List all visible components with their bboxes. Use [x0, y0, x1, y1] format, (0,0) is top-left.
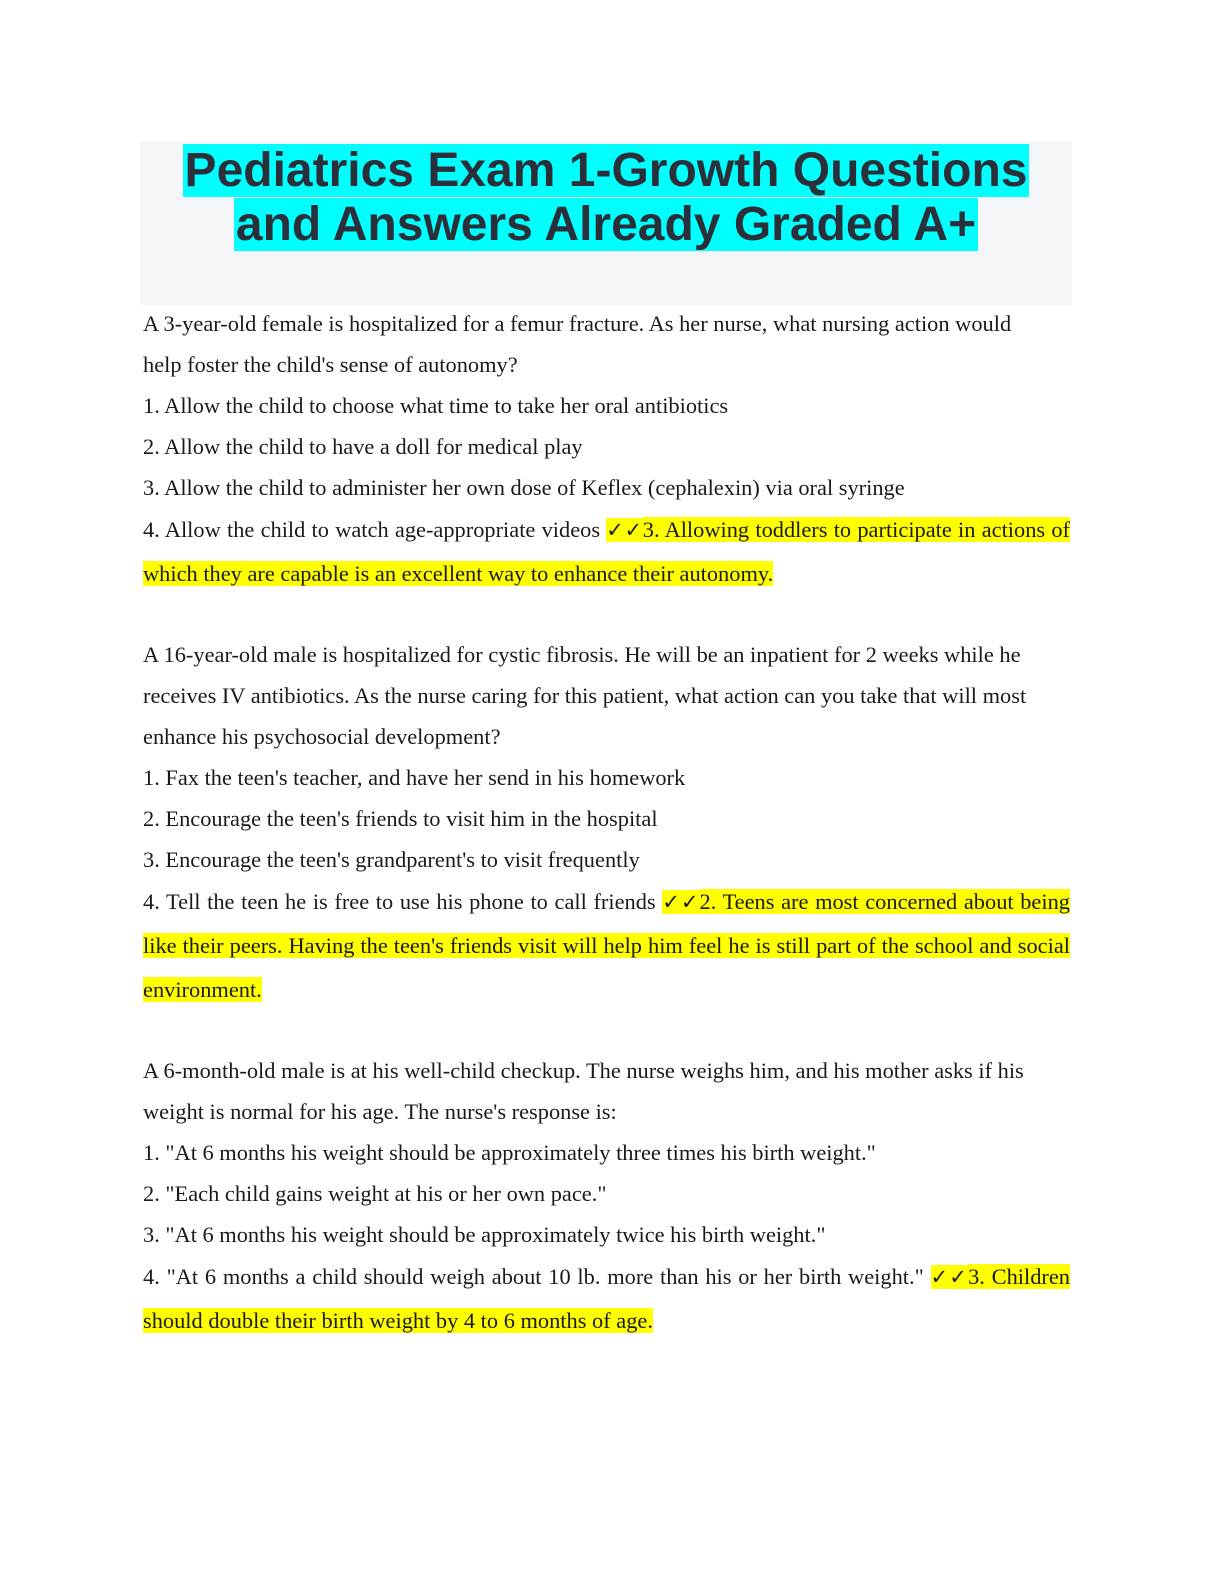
answer-option: 4. Tell the teen he is free to use his phone to call friends	[143, 889, 656, 914]
answer-option: 1. Fax the teen's teacher, and have her send in his homework	[143, 765, 686, 790]
question-block	[143, 303, 1070, 596]
answer-option: 4. Allow the child to watch age-appropriate videos	[143, 517, 601, 542]
answer-option: 2. "Each child gains weight at his or her own pace."	[143, 1181, 607, 1206]
answer-option-with-rationale	[143, 1255, 1070, 1343]
answer-rationale: 2. Teens are most concerned about being like their peers. Having the teen's friends visit will help him feel he is still part of the school and social environment.	[143, 889, 1070, 1002]
title-banner	[140, 141, 1072, 305]
document-title-line-1: Pediatrics Exam 1-Growth Questions	[184, 144, 1028, 197]
answer-option-with-rationale	[143, 880, 1070, 1012]
document-body	[143, 303, 1070, 1381]
question-stem: A 3-year-old female is hospitalized for a femur fracture. As her nurse, what nursing action would	[143, 311, 1012, 336]
answer-option: 3. "At 6 months his weight should be approximately twice his birth weight."	[143, 1222, 826, 1247]
answer-option: 1. Allow the child to choose what time to take her oral antibiotics	[143, 393, 729, 418]
answer-option: 3. Allow the child to administer her own dose of Keflex (cephalexin) via oral syringe	[143, 475, 905, 500]
question-stem: weight is normal for his age. The nurse's response is:	[143, 1099, 617, 1124]
question-stem: A 16-year-old male is hospitalized for cystic fibrosis. He will be an inpatient for 2 weeks while he	[143, 642, 1021, 667]
question-block	[143, 634, 1070, 1012]
answer-option: 3. Encourage the teen's grandparent's to visit frequently	[143, 847, 640, 872]
answer-option-with-rationale	[143, 508, 1070, 596]
answer-option: 1. "At 6 months his weight should be approximately three times his birth weight."	[143, 1140, 876, 1165]
answer-option: 4. "At 6 months a child should weigh about 10 lb. more than his or her birth weight."	[143, 1264, 924, 1289]
checkmark-icon: ✓✓	[662, 890, 700, 914]
question-stem: A 6-month-old male is at his well-child checkup. The nurse weighs him, and his mother asks if his	[143, 1058, 1024, 1083]
checkmark-icon: ✓✓	[606, 518, 643, 542]
question-stem: receives IV antibiotics. As the nurse caring for this patient, what action can you take that will most	[143, 683, 1027, 708]
answer-rationale: 3. Children should double their birth weight by 4 to 6 months of age.	[143, 1264, 1070, 1333]
answer-option: 2. Encourage the teen's friends to visit him in the hospital	[143, 806, 658, 831]
question-stem: enhance his psychosocial development?	[143, 724, 501, 749]
answer-rationale: 3. Allowing toddlers to participate in actions of which they are capable is an excellent way to enhance their autonomy.	[143, 517, 1070, 586]
document-title-line-2: and Answers Already Graded A+	[235, 198, 977, 251]
question-stem: help foster the child's sense of autonomy?	[143, 352, 518, 377]
question-block	[143, 1050, 1070, 1343]
answer-option: 2. Allow the child to have a doll for medical play	[143, 434, 583, 459]
checkmark-icon: ✓✓	[930, 1265, 969, 1289]
